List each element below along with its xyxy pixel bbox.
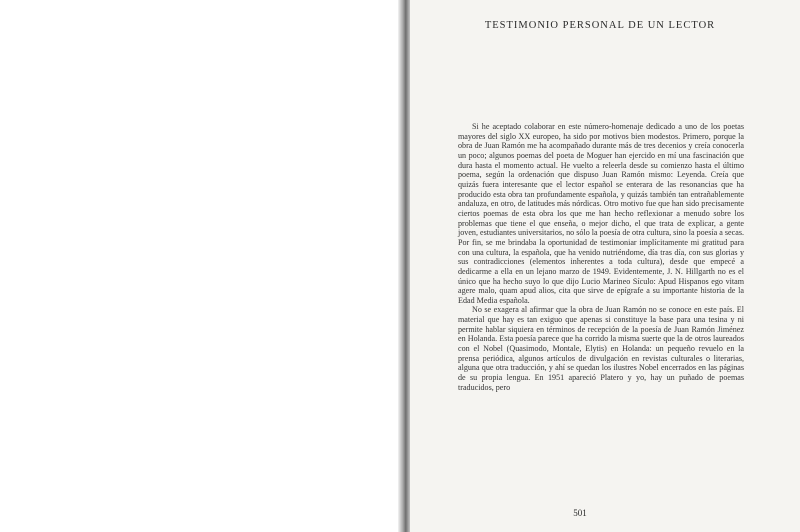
page-number: 501	[573, 508, 587, 518]
paragraph-1: Si he aceptado colaborar en este número-homenaje dedicado a uno de los poetas mayores del siglo XX europeo, ha sido por motivos bien modestos. Primero, porque la obra de Juan Ramón me ha acompañado durante más de tres decenios y creía conocerla un poco; algunos poemas del poeta de Moguer han ejercido en mí una fascinación que dura hasta el momento actual. He vuelto a releerla desde su comienzo hasta el último poema, según la ordenación que dispuso Juan Ramón mismo: Leyenda. Creía que quizás fuera interesante que el lector español se enterara de las resonancias que ha producido esta obra tan profundamente española, y quizás también tan entrañablemente andaluza, en otro, de latitudes más nórdicas. Otro motivo fue que han sido precisamente ciertos poemas de esta obra los que me han hecho reflexionar a menudo sobre los problemas que tiene el que enseña, o mejor dicho, el que trata de explicar, a gente joven, estudiantes universitarios, no sólo la poesía de otra cultura, sino la poesía a secas. Por fin, se me brindaba la oportunidad de testimoniar implícitamente mi gratitud para con una cultura, la española, que ha venido nutriéndome, día tras día, con sus glorias y sus contradicciones (elementos inherentes a toda cultura), desde que empecé a dedicarme a ella en un lejano marzo de 1949. Evidentemente, J. N. Hillgarth no es el único que ha hecho suyo lo que dijo Lucio Marineo Sículo: Apud Hispanos ego vitam agere malo, quam apud alios, cita que sirve de epígrafe a su importante historia de la Edad Media española.	[458, 122, 744, 305]
running-head: TESTIMONIO PERSONAL DE UN LECTOR	[484, 20, 716, 31]
paragraph-2: No se exagera al afirmar que la obra de Juan Ramón no se conoce en este país. El material que hay es tan exiguo que apenas si constituye la base para una tesina y ni permite hablar siquiera en términos de recepción de la poesía de Juan Ramón Jiménez en Holanda. Esta poesía parece que ha corrido la misma suerte que la de otros laureados con el Nobel (Quasimodo, Montale, Elytis) en Holanda: un pequeño revuelo en la prensa periódica, algunos artículos de divulgación en revistas culturales o literarias, alguna que otra traducción, y ahí se quedan los ilustres Nobel encerrados en las páginas de su propia lengua. En 1951 apareció Platero y yo, hay un puñado de poemas traducidos, pero	[458, 305, 744, 392]
body-text	[458, 122, 744, 392]
